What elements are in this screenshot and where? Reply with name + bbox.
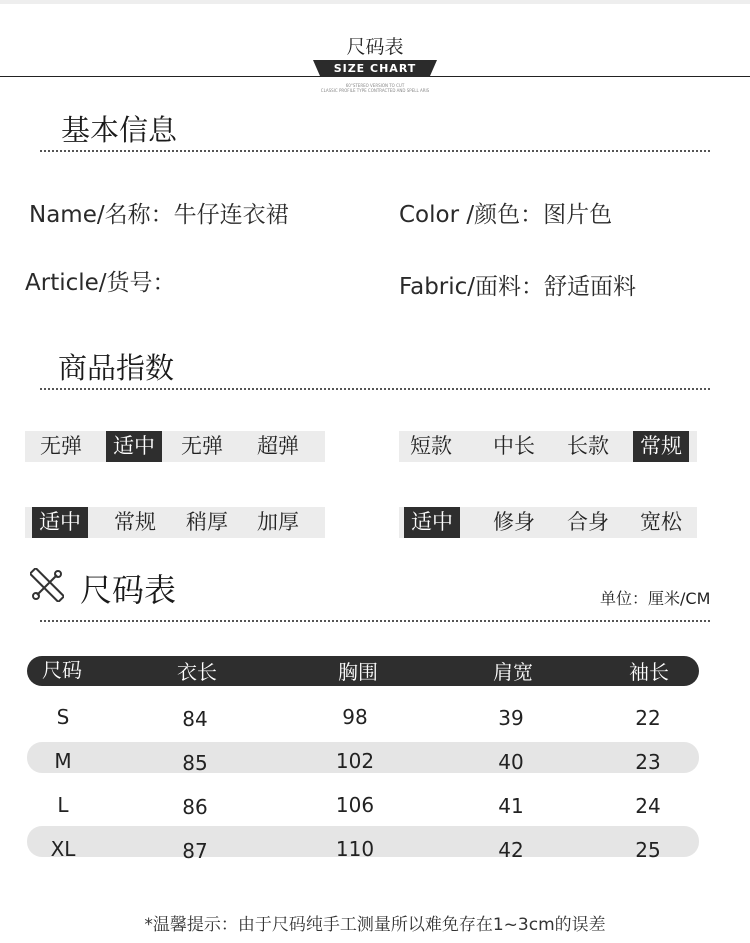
header-caption-1: 60°STEREO VERSION TO CUT — [345, 83, 405, 88]
page-title: 尺码表 — [346, 36, 404, 58]
table-cell: 41 — [498, 794, 524, 818]
product-article: Article/货号： — [25, 270, 176, 296]
size-chart-ribbon-label: SIZE CHART — [333, 62, 417, 75]
index-option: 合身 — [567, 510, 609, 534]
measurement-note: *温馨提示：由于尺码纯手工测量所以难免存在1~3cm的误差 — [144, 915, 606, 935]
table-cell: 87 — [182, 839, 208, 863]
header-caption-2: CLASSIC PROFILE TYPE CONTRACTED AND SPELL ARIS — [320, 88, 430, 93]
table-cell: 25 — [635, 838, 661, 862]
product-color: Color /颜色：图片色 — [399, 202, 613, 228]
column-header-size: 尺码 — [42, 658, 82, 682]
table-cell: 86 — [182, 795, 208, 819]
table-cell: S — [56, 705, 70, 729]
length-index — [399, 431, 697, 462]
index-option: 宽松 — [640, 510, 682, 534]
index-option-selected: 适中 — [32, 507, 88, 538]
index-option: 中长 — [493, 434, 535, 458]
table-cell: 110 — [335, 837, 375, 861]
column-header-bust: 胸围 — [338, 660, 378, 684]
table-cell: XL — [50, 837, 76, 861]
table-cell: 22 — [635, 706, 661, 730]
basic-info-title: 基本信息 — [61, 113, 178, 147]
column-header-shoulder: 肩宽 — [493, 660, 533, 684]
table-cell: 106 — [335, 793, 375, 817]
size-chart-title: 尺码表 — [80, 571, 177, 609]
table-cell: 102 — [335, 749, 375, 773]
table-cell: 39 — [498, 706, 524, 730]
index-option: 加厚 — [257, 510, 299, 534]
product-index-title: 商品指数 — [58, 351, 175, 385]
dotted-divider — [40, 620, 710, 622]
elasticity-index — [25, 431, 325, 462]
table-cell: 23 — [635, 750, 661, 774]
index-option: 修身 — [493, 510, 535, 534]
index-option-selected: 适中 — [404, 507, 460, 538]
table-cell: 85 — [182, 751, 208, 775]
table-cell: 84 — [182, 707, 208, 731]
table-cell: M — [54, 749, 72, 773]
table-cell: 42 — [498, 838, 524, 862]
thickness-index — [25, 507, 325, 538]
index-option: 无弹 — [40, 434, 82, 458]
dotted-divider — [40, 150, 710, 152]
table-cell: 98 — [342, 705, 368, 729]
table-cell: L — [57, 793, 69, 817]
index-option-selected: 常规 — [633, 431, 689, 462]
ruler-scissors-icon — [30, 568, 64, 602]
top-strip — [0, 0, 750, 4]
unit-label: 单位：厘米/CM — [600, 589, 711, 608]
index-option: 无弹 — [181, 434, 223, 458]
product-fabric: Fabric/面料：舒适面料 — [399, 274, 637, 300]
product-name: Name/名称：牛仔连衣裙 — [29, 202, 289, 228]
index-option: 短款 — [410, 434, 452, 458]
table-cell: 40 — [498, 750, 524, 774]
index-option: 常规 — [114, 510, 156, 534]
index-option: 长款 — [567, 434, 609, 458]
table-cell: 24 — [635, 794, 661, 818]
index-option-selected: 适中 — [106, 431, 162, 462]
column-header-sleeve: 袖长 — [629, 660, 669, 684]
dotted-divider — [40, 388, 710, 390]
index-option: 超弹 — [257, 434, 299, 458]
fit-index — [399, 507, 697, 538]
column-header-length: 衣长 — [177, 660, 217, 684]
index-option: 稍厚 — [186, 510, 228, 534]
